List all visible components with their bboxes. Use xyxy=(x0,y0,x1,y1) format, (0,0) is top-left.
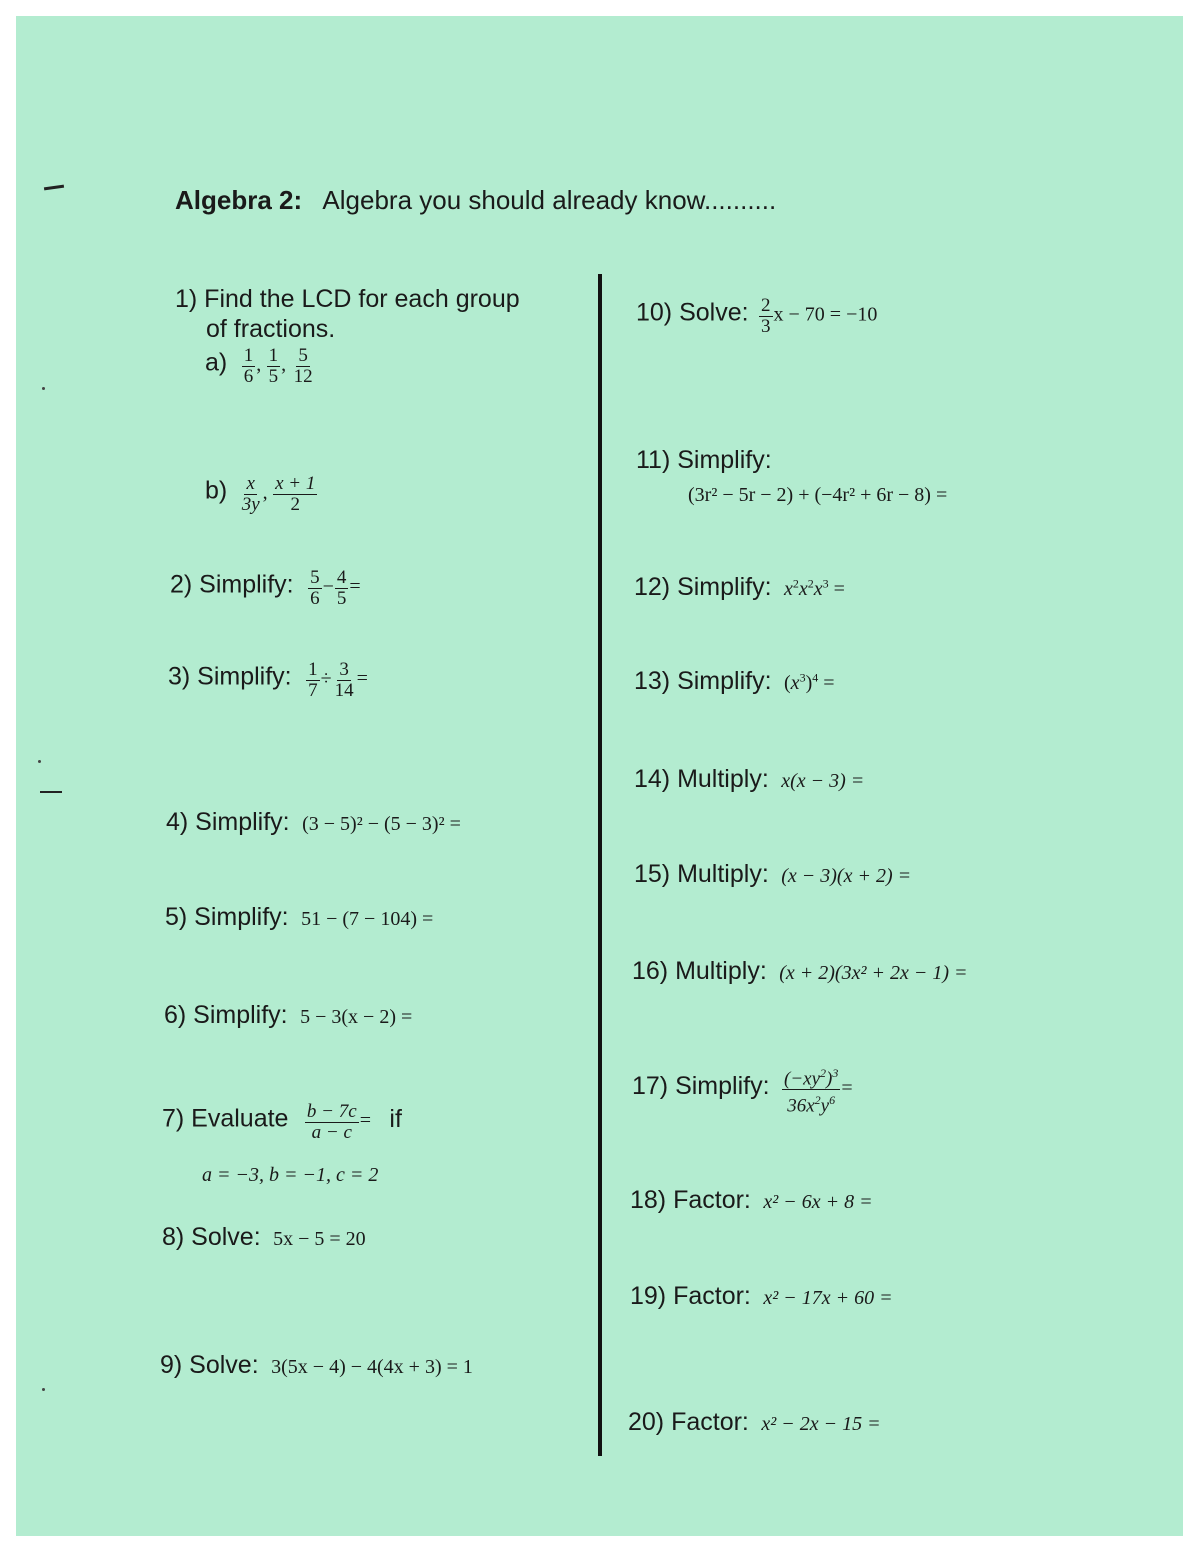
q7-conditions: a = −3, b = −1, c = 2 xyxy=(202,1164,379,1186)
q5-label: 5) Simplify: xyxy=(165,903,289,931)
q18 xyxy=(630,1186,873,1215)
q20 xyxy=(628,1408,881,1437)
q1b-label: b) xyxy=(205,476,228,505)
q14-expression: x(x − 3) = xyxy=(781,770,865,792)
q19-expression: x² − 17x + 60 = xyxy=(763,1287,893,1309)
q6-expression: 5 − 3(x − 2) = xyxy=(300,1006,413,1028)
q14-label: 14) Multiply: xyxy=(634,765,769,793)
title-course: Algebra 2: xyxy=(175,185,303,215)
q9-expression: 3(5x − 4) − 4(4x + 3) = 1 xyxy=(271,1356,473,1378)
q20-label: 20) Factor: xyxy=(628,1408,749,1436)
q17: 17) Simplify: $\frac{(-xy^2)^3}{36x^2y^6}$ = xyxy=(632,1063,853,1117)
q15 xyxy=(634,860,911,889)
q9-label: 9) Solve: xyxy=(160,1351,259,1379)
q15-expression: (x − 3)(x + 2) = xyxy=(781,865,912,887)
q13 xyxy=(634,667,835,696)
q8-label: 8) Solve: xyxy=(162,1223,261,1251)
q1b: b) $\frac{x}{3y}$ , $\frac{x + 1}{2}$ xyxy=(205,473,316,515)
q18-label: 18) Factor: xyxy=(630,1186,751,1214)
q4-label: 4) Simplify: xyxy=(166,808,290,836)
q12-expression: $x^2x^2x^3$ = xyxy=(784,576,845,600)
q6 xyxy=(164,1001,412,1030)
title-subtitle: Algebra you should already know.......... xyxy=(322,185,777,215)
q7-if: if xyxy=(389,1104,402,1133)
q4 xyxy=(166,808,461,837)
q12-label: 12) Simplify: xyxy=(634,573,772,601)
q16 xyxy=(632,957,967,986)
q1-label-cont: of fractions. xyxy=(206,315,336,343)
q10-expression: x − 70 = −10 xyxy=(773,303,878,326)
column-divider xyxy=(598,274,602,1456)
worksheet-title xyxy=(175,185,776,216)
q14 xyxy=(634,765,864,794)
scan-dot xyxy=(38,760,41,763)
q20-expression: x² − 2x − 15 = xyxy=(761,1413,881,1435)
q9 xyxy=(160,1351,473,1380)
q16-expression: (x + 2)(3x² + 2x − 1) = xyxy=(779,962,968,984)
q10: 10) Solve: $\frac{2}{3}$ x − 70 = −10 xyxy=(636,295,878,337)
q3: 3) Simplify: $\frac{1}{7}$ ÷ $\frac{3}{14}$ = xyxy=(168,659,368,701)
q6-label: 6) Simplify: xyxy=(164,1001,288,1029)
q1a-label: a) xyxy=(205,348,228,377)
q1a: a) $\frac{1}{6}$ , $\frac{1}{5}$ , $\frac{5}{12}$ xyxy=(205,345,313,387)
scan-dot xyxy=(42,1388,45,1391)
q19 xyxy=(630,1282,893,1311)
q19-label: 19) Factor: xyxy=(630,1282,751,1310)
q15-label: 15) Multiply: xyxy=(634,860,769,888)
q1-label: 1) Find the LCD for each group xyxy=(175,285,520,313)
q17-label: 17) Simplify: xyxy=(632,1072,770,1101)
scan-dot xyxy=(42,387,45,390)
q16-label: 16) Multiply: xyxy=(632,957,767,985)
q10-label: 10) Solve: xyxy=(636,298,749,327)
q2: 2) Simplify: $\frac{5}{6}$ − $\frac{4}{5}$ = xyxy=(170,567,361,609)
q12 xyxy=(634,573,845,602)
q8 xyxy=(162,1223,366,1252)
q2-label: 2) Simplify: xyxy=(170,570,294,599)
q11-label: 11) Simplify: xyxy=(636,446,772,474)
q13-expression: $(x^3)^4$ = xyxy=(784,670,835,694)
q7: 7) Evaluate $\frac{b - 7c}{a - c}$ = if xyxy=(162,1101,402,1143)
q5 xyxy=(165,903,433,932)
q13-label: 13) Simplify: xyxy=(634,667,772,695)
q18-expression: x² − 6x + 8 = xyxy=(763,1191,873,1213)
q3-label: 3) Simplify: xyxy=(168,662,292,691)
q5-expression: 51 − (7 − 104) = xyxy=(301,908,434,930)
q7-label: 7) Evaluate xyxy=(162,1104,289,1133)
q11-expression: (3r² − 5r − 2) + (−4r² + 6r − 8) = xyxy=(688,484,948,506)
q8-expression: 5x − 5 = 20 xyxy=(273,1228,366,1250)
scan-mark xyxy=(40,791,62,793)
q4-expression: (3 − 5)² − (5 − 3)² = xyxy=(302,813,461,835)
